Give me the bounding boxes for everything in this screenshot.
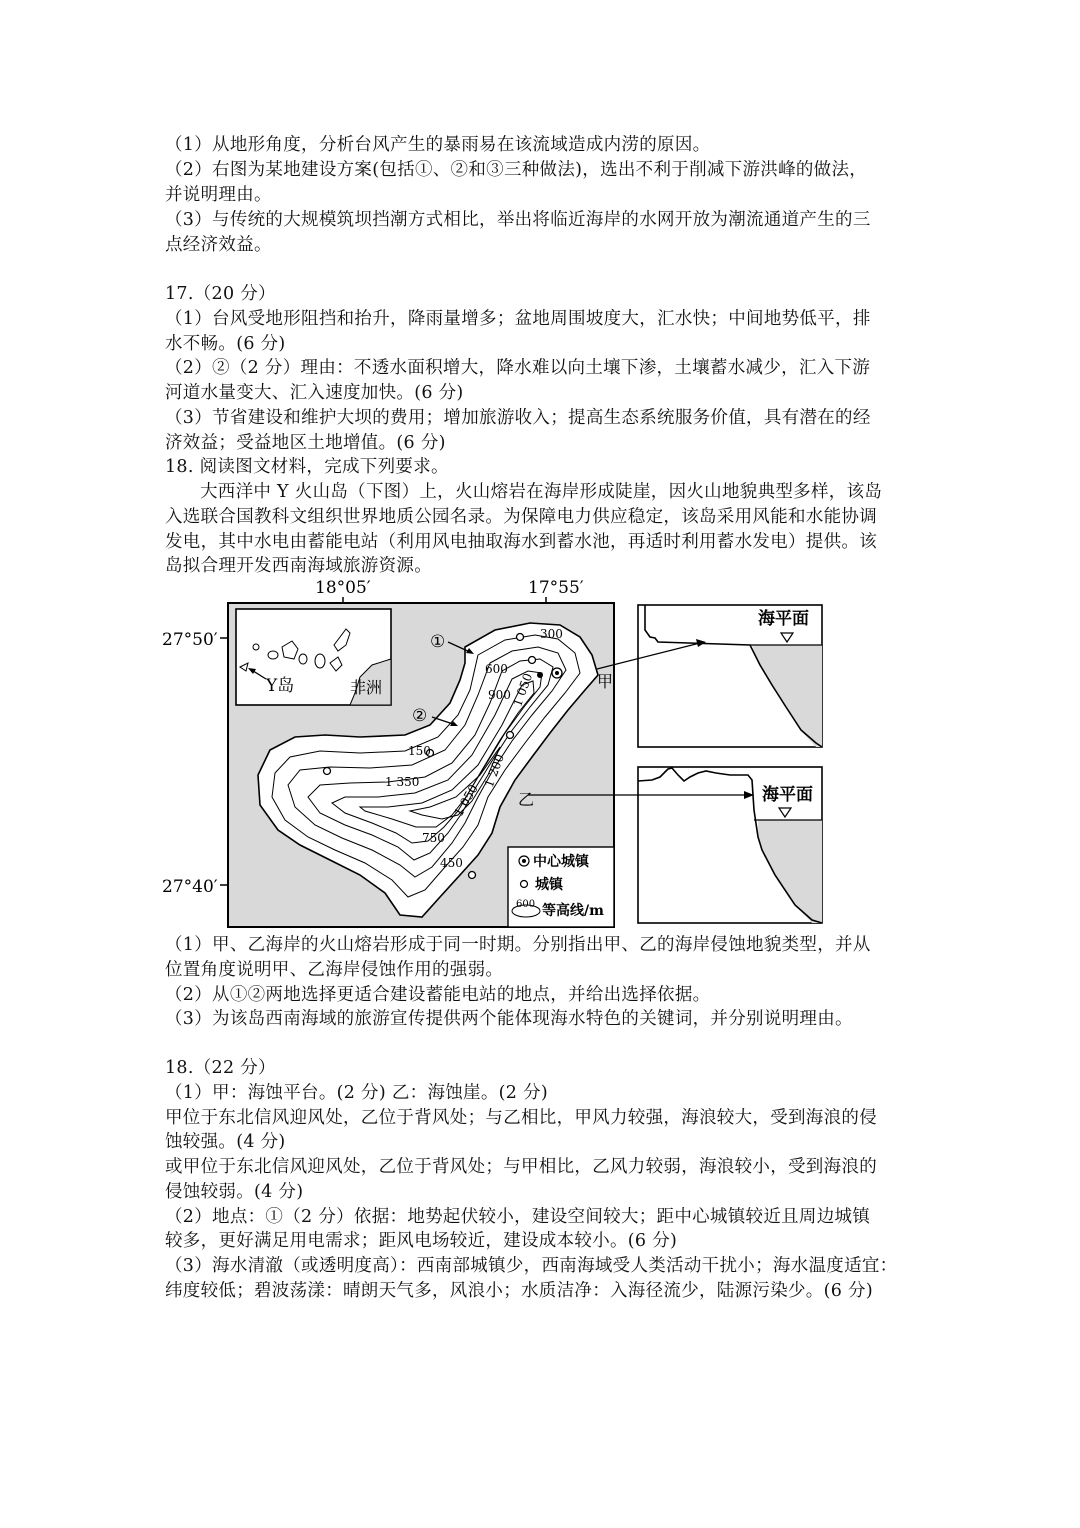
answer18-line: 或甲位于东北信风迎风处，乙位于背风处；与甲相比，乙风力较弱，海浪较小，受到海浪的 (165, 1157, 877, 1177)
answer18-line: 纬度较低；碧波荡漾：晴朗天气多，风浪小；水质洁净：入海径流少，陆源污染少。(6 分) (165, 1281, 873, 1301)
q18-question-2: （2）从①②两地选择更适合建设蓄能电站的地点，并给出选择依据。 (165, 985, 711, 1005)
map-legend (508, 847, 614, 927)
island-map-figure (160, 575, 860, 930)
lon-label-left: 18°05′ (315, 578, 371, 598)
site-1-label: ① (430, 632, 446, 652)
q18-question-1-cont: 位置角度说明甲、乙海岸侵蚀作用的强弱。 (165, 960, 504, 980)
contour-label: 600 (485, 662, 508, 676)
contour-label: 1 050 (510, 671, 536, 709)
contour-label: 150 (408, 744, 431, 758)
inset-map (236, 609, 391, 705)
point-1-dot (537, 672, 543, 678)
coast-profile-jia (638, 605, 822, 747)
coast-profile-yi (638, 767, 822, 923)
sea-level-label: 海平面 (758, 609, 809, 629)
q18-passage: 岛拟合理开发西南海域旅游资源。 (165, 556, 432, 576)
lat-label-top: 27°50′ (162, 630, 218, 650)
q16-question-1: （1）从地形角度，分析台风产生的暴雨易在该流域造成内涝的原因。 (165, 135, 711, 155)
town-marker (469, 872, 476, 879)
legend-contour: 等高线/m (542, 903, 604, 919)
town-marker (517, 634, 524, 641)
town-marker (507, 732, 514, 739)
q16-question-3: （3）与传统的大规模筑坝挡潮方式相比，举出将临近海岸的水网开放为潮流通道产生的三 (165, 210, 871, 230)
answer17-line: （2）②（2 分）理由：不透水面积增大，降水难以向土壤下渗，土壤蓄水减少，汇入下游 (165, 358, 871, 378)
q16-question-2-cont: 并说明理由。 (165, 185, 272, 205)
q18-passage: 入选联合国教科文组织世界地质公园名录。为保障电力供应稳定，该岛采用风能和水能协调 (165, 507, 877, 527)
legend-town: 城镇 (535, 877, 563, 893)
answer17-line: 河道水量变大、汇入速度加快。(6 分) (165, 383, 464, 403)
site-2-label: ② (412, 706, 428, 726)
contour-label: 1 200 (481, 752, 507, 790)
contour-label: 750 (422, 831, 445, 845)
answer18-line: 侵蚀较弱。(4 分) (165, 1182, 304, 1202)
q18-question-3: （3）为该岛西南海域的旅游宣传提供两个能体现海水特色的关键词，并分别说明理由。 (165, 1009, 853, 1029)
contour-label: 300 (540, 627, 563, 641)
legend-contour-value: 600 (516, 899, 536, 910)
legend-center-town: 中心城镇 (533, 854, 589, 870)
answer17-line: 济效益；受益地区土地增值。(6 分) (165, 433, 446, 453)
answer17-heading: 17.（20 分） (165, 284, 276, 304)
answer17-line: （1）台风受地形阻挡和抬升，降雨量增多；盆地周围坡度大，汇水快；中间地势低平，排 (165, 309, 871, 329)
contour-label: 900 (488, 688, 511, 702)
answer18-line: （1）甲：海蚀平台。(2 分) 乙：海蚀崖。(2 分) (165, 1083, 548, 1103)
contour-label: 450 (440, 856, 463, 870)
q18-passage: 大西洋中 Y 火山岛（下图）上，火山熔岩在海岸形成陡崖，因火山地貌典型多样，该岛 (200, 482, 883, 502)
q16-question-2: （2）右图为某地建设方案(包括①、②和③三种做法)，选出不利于削减下游洪峰的做法， (165, 160, 868, 180)
town-marker (529, 657, 536, 664)
coast-jia-label: 甲 (597, 672, 614, 691)
answer18-heading: 18.（22 分） (165, 1058, 276, 1078)
answer18-line: 甲位于东北信风迎风处，乙位于背风处；与乙相比，甲风力较强，海浪较大，受到海浪的侵 (165, 1108, 877, 1128)
coast-yi-label: 乙 (518, 790, 535, 809)
inset-africa-label: 非洲 (350, 678, 383, 697)
q18-passage: 发电，其中水电由蓄能电站（利用风电抽取海水到蓄水池，再适时利用蓄水发电）提供。该 (165, 532, 877, 552)
answer17-line: 水不畅。(6 分) (165, 334, 286, 354)
answer18-line: 蚀较强。(4 分) (165, 1132, 286, 1152)
sea-level-label: 海平面 (762, 785, 813, 805)
lat-label-bottom: 27°40′ (162, 877, 218, 897)
lon-label-right: 17°55′ (528, 578, 584, 598)
contour-label: 1 350 (385, 775, 420, 789)
inset-island-label: Y岛 (266, 676, 295, 696)
contour-label: 1 050 (451, 782, 481, 819)
q16-question-3-cont: 点经济效益。 (165, 235, 272, 255)
answer18-line: 较多，更好满足用电需求；距风电场较近，建设成本较小。(6 分) (165, 1231, 678, 1251)
q18-heading: 18. 阅读图文材料，完成下列要求。 (165, 457, 449, 477)
answer17-line: （3）节省建设和维护大坝的费用；增加旅游收入；提高生态系统服务价值，具有潜在的经 (165, 408, 871, 428)
town-marker (324, 768, 331, 775)
q18-question-1: （1）甲、乙海岸的火山熔岩形成于同一时期。分别指出甲、乙的海岸侵蚀地貌类型，并从 (165, 935, 871, 955)
answer18-line: （3）海水清澈（或透明度高）：西南部城镇少，西南海域受人类活动干扰小；海水温度适宜： (165, 1256, 898, 1276)
answer18-line: （2）地点：①（2 分）依据：地势起伏较小，建设空间较大；距中心城镇较近且周边城镇 (165, 1207, 871, 1227)
